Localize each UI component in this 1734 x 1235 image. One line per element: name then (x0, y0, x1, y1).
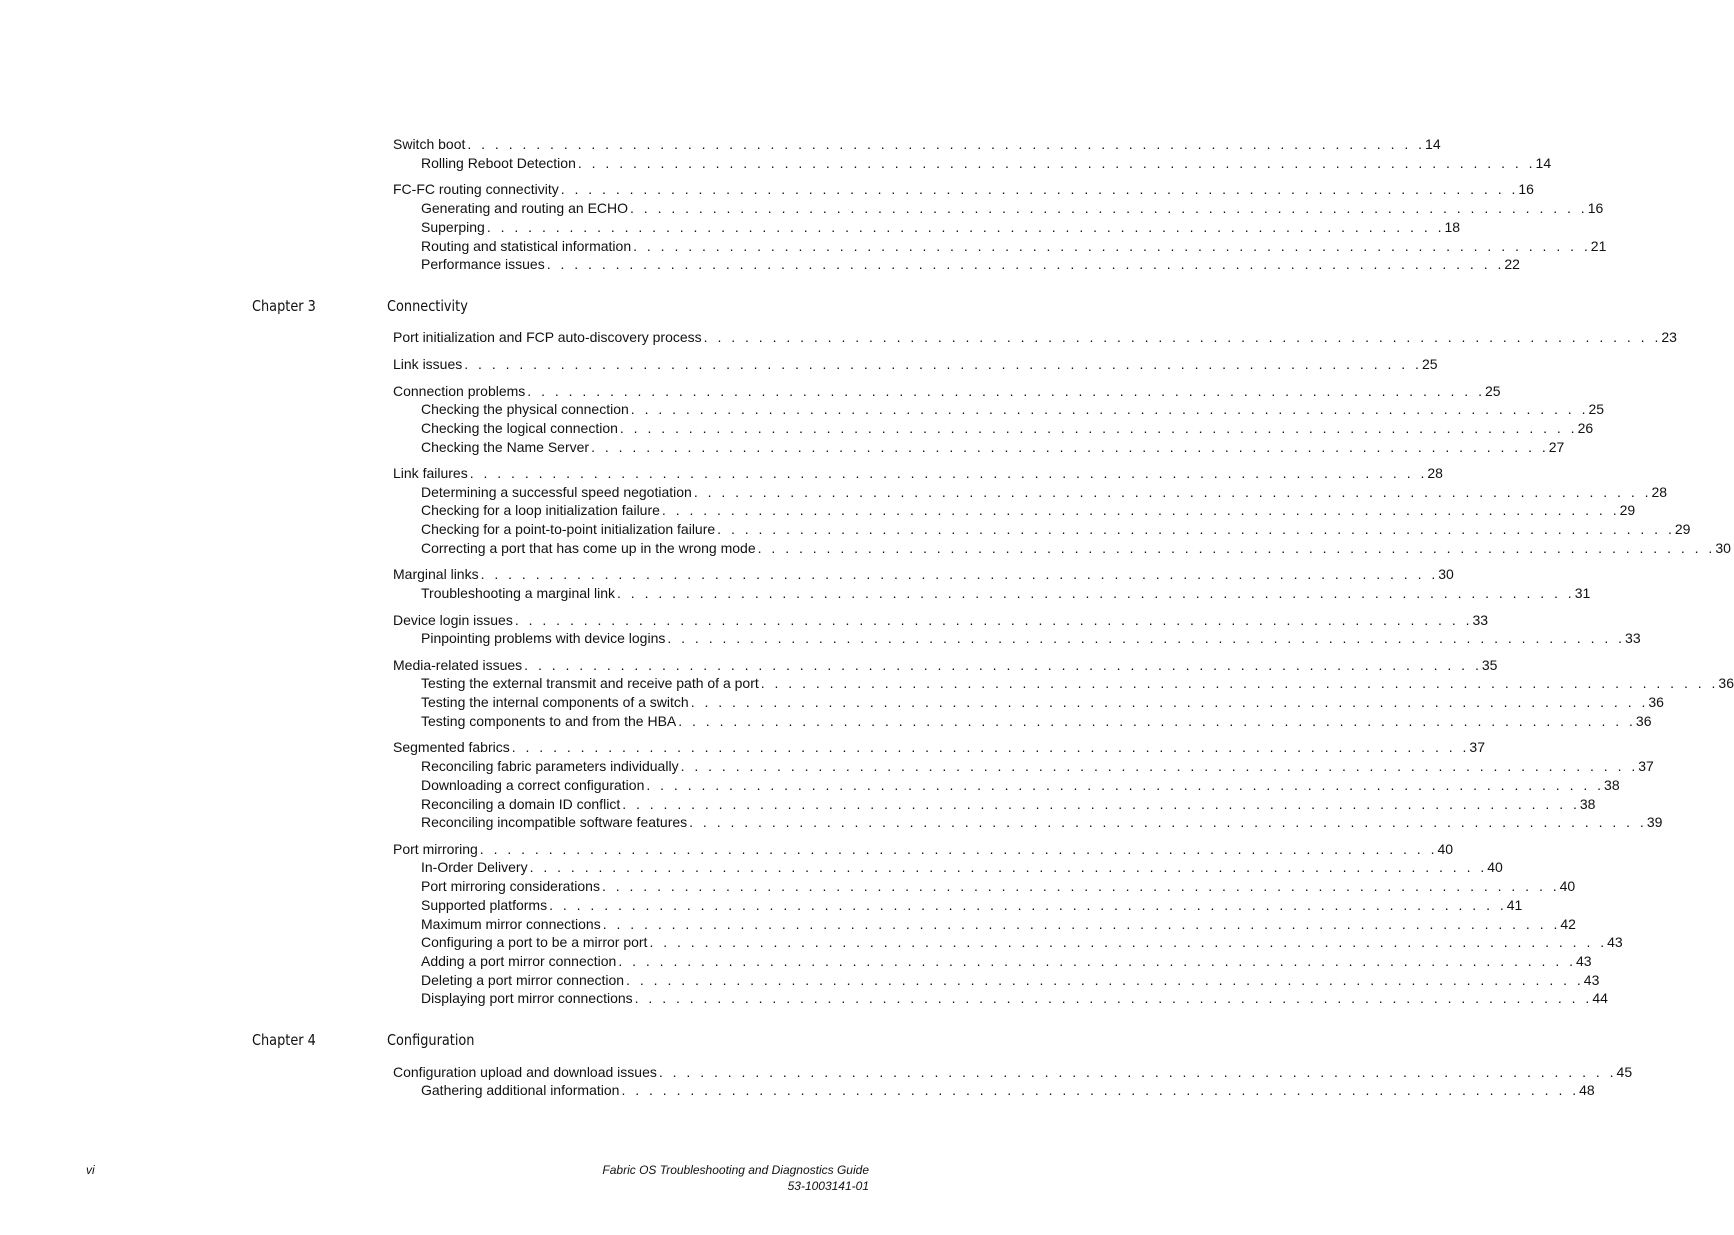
toc-leader: . . . . . . . . . . . . . . . . . . . . . . . . . . . . . . . . . . . . . . . . . . . . . . . . . . . . . . . . . . . . . . . . . . . . . . (630, 401, 1589, 417)
toc-entry[interactable] (421, 255, 1520, 274)
toc-page-number: 23 (1661, 329, 1677, 345)
toc-entry-label: Device login issues (393, 612, 513, 628)
toc-leader: . . . . . . . . . . . . . . . . . . . . . . . . . . . . . . . . . . . . . . . . . . . . . . . . . . . . . . . . . . . . . . . . . . . . . . (658, 1064, 1617, 1080)
toc-page-number: 36 (1718, 675, 1734, 691)
toc-leader: . . . . . . . . . . . . . . . . . . . . . . . . . . . . . . . . . . . . . . . . . . . . . . . . . . . . . . . . . . . . . . . . . . . . . . (602, 916, 1561, 932)
toc-page-number: 31 (1574, 585, 1591, 601)
toc-entry[interactable] (421, 419, 1594, 438)
toc-page-number: 14 (1425, 136, 1441, 152)
toc-entry-label: Adding a port mirror connection (421, 953, 617, 969)
toc-leader: . . . . . . . . . . . . . . . . . . . . . . . . . . . . . . . . . . . . . . . . . . . . . . . . . . . . . . . . . . . . . . . . . . . . . . (469, 465, 1428, 481)
toc-leader: . . . . . . . . . . . . . . . . . . . . . . . . . . . . . . . . . . . . . . . . . . . . . . . . . . . . . . . . . . . . . . . . . . . . . . (693, 484, 1652, 500)
toc-entry-label: Reconciling a domain ID conflict (421, 796, 621, 812)
toc-page-number: 42 (1560, 916, 1576, 932)
toc-leader: . . . . . . . . . . . . . . . . . . . . . . . . . . . . . . . . . . . . . . . . . . . . . . . . . . . . . . . . . . . . . . . . . . . . . . (480, 566, 1439, 582)
toc-entry-label: Correcting a port that has come up in the wrong mode (421, 540, 756, 556)
footer-guide-title: Fabric OS Troubleshooting and Diagnostics Guide (602, 1163, 869, 1177)
toc-entry-label: FC-FC routing connectivity (393, 181, 559, 197)
toc-page-number: 22 (1504, 256, 1520, 272)
toc-page-number: 36 (1635, 713, 1652, 729)
toc-entry[interactable] (421, 712, 1652, 731)
toc-entry[interactable] (421, 915, 1576, 934)
toc-entry[interactable] (421, 989, 1608, 1008)
toc-page-number: 38 (1579, 796, 1596, 812)
toc-leader: . . . . . . . . . . . . . . . . . . . . . . . . . . . . . . . . . . . . . . . . . . . . . . . . . . . . . . . . . . . . . . . . . . . . . . (560, 181, 1519, 197)
toc-entry-label: Checking the logical connection (421, 420, 618, 436)
toc-page-number: 43 (1607, 934, 1623, 950)
toc-leader: . . . . . . . . . . . . . . . . . . . . . . . . . . . . . . . . . . . . . . . . . . . . . . . . . . . . . . . . . . . . . . . . . . . . . . (467, 136, 1426, 152)
toc-leader: . . . . . . . . . . . . . . . . . . . . . . . . . . . . . . . . . . . . . . . . . . . . . . . . . . . . . . . . . . . . . . . . . . . . . . (549, 897, 1507, 913)
toc-entry-label: Marginal links (393, 566, 479, 582)
toc-entry-label: Superping (421, 219, 485, 235)
toc-entry-label: Downloading a correct configuration (421, 777, 645, 793)
toc-leader: . . . . . . . . . . . . . . . . . . . . . . . . . . . . . . . . . . . . . . . . . . . . . . . . . . . . . . . . . . . . . . . . . . . . . . (717, 521, 1675, 537)
toc-leader: . . . . . . . . . . . . . . . . . . . . . . . . . . . . . . . . . . . . . . . . . . . . . . . . . . . . . . . . . . . . . . . . . . . . . . (626, 972, 1584, 988)
toc-entry[interactable] (393, 382, 1501, 401)
toc-entry[interactable] (421, 952, 1592, 971)
chapter-title[interactable]: Connectivity (387, 297, 468, 315)
toc-entry[interactable] (393, 1063, 1633, 1082)
toc-entry-label: Troubleshooting a marginal link (421, 585, 616, 601)
chapter-label: Chapter 3 (252, 297, 316, 315)
toc-leader: . . . . . . . . . . . . . . . . . . . . . . . . . . . . . . . . . . . . . . . . . . . . . . . . . . . . . . . . . . . . . . . . . . . . . . (514, 612, 1473, 628)
toc-entry-label: Determining a successful speed negotiation (421, 484, 692, 500)
toc-entry-label: Port mirroring (393, 841, 478, 857)
toc-page-number: 26 (1577, 420, 1594, 436)
toc-entry[interactable] (393, 565, 1454, 584)
toc-entry-label: Link failures (393, 465, 468, 481)
toc-entry-label: Configuring a port to be a mirror port (421, 934, 648, 950)
toc-entry-label: Gathering additional information (421, 1082, 620, 1098)
toc-page-number: 25 (1421, 356, 1438, 372)
toc-entry-label: Configuration upload and download issues (393, 1064, 657, 1080)
toc-entry[interactable] (421, 520, 1691, 539)
toc-page-number: 38 (1604, 777, 1620, 793)
chapter-label: Chapter 4 (252, 1031, 316, 1049)
toc-page-number: 43 (1583, 972, 1600, 988)
toc-leader: . . . . . . . . . . . . . . . . . . . . . . . . . . . . . . . . . . . . . . . . . . . . . . . . . . . . . . . . . . . . . . . . . . . . . . (646, 777, 1605, 793)
chapter-title[interactable]: Configuration (387, 1031, 475, 1049)
footer-doc-number: 53-1003141-01 (787, 1179, 869, 1193)
toc-entry-label: Checking for a point-to-point initialization failure (421, 521, 716, 537)
toc-leader: . . . . . . . . . . . . . . . . . . . . . . . . . . . . . . . . . . . . . . . . . . . . . . . . . . . . . . . . . . . . . . . . . . . . . . (486, 219, 1445, 235)
toc-leader: . . . . . . . . . . . . . . . . . . . . . . . . . . . . . . . . . . . . . . . . . . . . . . . . . . . . . . . . . . . . . . . . . . . . . . (678, 713, 1636, 729)
toc-leader: . . . . . . . . . . . . . . . . . . . . . . . . . . . . . . . . . . . . . . . . . . . . . . . . . . . . . . . . . . . . . . . . . . . . . . (577, 155, 1536, 171)
toc-page-number: 14 (1535, 155, 1552, 171)
toc-leader: . . . . . . . . . . . . . . . . . . . . . . . . . . . . . . . . . . . . . . . . . . . . . . . . . . . . . . . . . . . . . . . . . . . . . . (703, 329, 1662, 345)
toc-entry-label: Maximum mirror connections (421, 916, 601, 932)
toc-entry[interactable] (421, 584, 1591, 603)
toc-leader: . . . . . . . . . . . . . . . . . . . . . . . . . . . . . . . . . . . . . . . . . . . . . . . . . . . . . . . . . . . . . . . . . . . . . . (622, 796, 1580, 812)
toc-entry-label: Port mirroring considerations (421, 878, 600, 894)
toc-entry-label: Checking the Name Server (421, 439, 590, 455)
toc-entry-label: In-Order Delivery (421, 859, 528, 875)
toc-entry[interactable] (421, 933, 1623, 952)
toc-entry[interactable] (421, 218, 1461, 237)
toc-leader: . . . . . . . . . . . . . . . . . . . . . . . . . . . . . . . . . . . . . . . . . . . . . . . . . . . . . . . . . . . . . . . . . . . . . . (667, 630, 1626, 646)
toc-entry-label: Checking for a loop initialization failure (421, 502, 660, 518)
toc-entry-label: Link issues (393, 356, 463, 372)
toc-entry[interactable] (421, 971, 1600, 990)
toc-entry[interactable] (421, 674, 1734, 693)
toc-leader: . . . . . . . . . . . . . . . . . . . . . . . . . . . . . . . . . . . . . . . . . . . . . . . . . . . . . . . . . . . . . . . . . . . . . . (661, 502, 1620, 518)
toc-page-number: 16 (1587, 200, 1604, 216)
toc-page-number: 40 (1559, 878, 1576, 894)
toc-entry[interactable] (421, 199, 1604, 218)
toc-entry[interactable] (393, 328, 1677, 347)
toc-entry[interactable] (421, 757, 1654, 776)
toc-entry-label: Segmented fabrics (393, 739, 510, 755)
toc-page-number: 40 (1437, 841, 1454, 857)
toc-entry[interactable] (393, 135, 1441, 154)
toc-page-number: 16 (1518, 181, 1534, 197)
toc-entry-label: Routing and statistical information (421, 238, 632, 254)
toc-entry[interactable] (421, 501, 1636, 520)
toc-page-number: 44 (1592, 990, 1608, 1006)
toc-leader: . . . . . . . . . . . . . . . . . . . . . . . . . . . . . . . . . . . . . . . . . . . . . . . . . . . . . . . . . . . . . . . . . . . . . . (618, 953, 1576, 969)
toc-entry-label: Testing components to and from the HBA (421, 713, 677, 729)
toc-leader: . . . . . . . . . . . . . . . . . . . . . . . . . . . . . . . . . . . . . . . . . . . . . . . . . . . . . . . . . . . . . . . . . . . . . . (511, 739, 1470, 755)
toc-page-number: 28 (1427, 465, 1443, 481)
toc-page-number: 40 (1487, 859, 1503, 875)
toc-entry-label: Performance issues (421, 256, 545, 272)
toc-leader: . . . . . . . . . . . . . . . . . . . . . . . . . . . . . . . . . . . . . . . . . . . . . . . . . . . . . . . . . . . . . . . . . . . . . . (479, 841, 1438, 857)
toc-entry[interactable] (421, 813, 1663, 832)
toc-entry[interactable] (421, 629, 1641, 648)
toc-page-number: 30 (1715, 540, 1731, 556)
toc-leader: . . . . . . . . . . . . . . . . . . . . . . . . . . . . . . . . . . . . . . . . . . . . . . . . . . . . . . . . . . . . . . . . . . . . . . (621, 1082, 1580, 1098)
toc-leader: . . . . . . . . . . . . . . . . . . . . . . . . . . . . . . . . . . . . . . . . . . . . . . . . . . . . . . . . . . . . . . . . . . . . . . (760, 675, 1719, 691)
toc-entry[interactable] (393, 355, 1438, 374)
toc-entry[interactable] (421, 693, 1664, 712)
toc-page-number: 27 (1548, 439, 1565, 455)
toc-entry[interactable] (421, 237, 1607, 256)
toc-leader: . . . . . . . . . . . . . . . . . . . . . . . . . . . . . . . . . . . . . . . . . . . . . . . . . . . . . . . . . . . . . . . . . . . . . . (690, 694, 1649, 710)
toc-entry[interactable] (421, 776, 1620, 795)
toc-entry[interactable] (421, 539, 1731, 558)
toc-entry[interactable] (421, 154, 1552, 173)
toc-entry[interactable] (421, 877, 1576, 896)
toc-page-number: 29 (1619, 502, 1636, 518)
toc-page-number: 33 (1625, 630, 1641, 646)
toc-entry[interactable] (393, 611, 1489, 630)
toc-entry-label: Media-related issues (393, 657, 523, 673)
toc-entry[interactable] (421, 1081, 1595, 1100)
footer-page-number: vi (86, 1163, 95, 1177)
toc-entry-label: Reconciling fabric parameters individually (421, 758, 679, 774)
toc-entry[interactable] (421, 795, 1596, 814)
toc-page-number: 39 (1646, 814, 1663, 830)
toc-leader: . . . . . . . . . . . . . . . . . . . . . . . . . . . . . . . . . . . . . . . . . . . . . . . . . . . . . . . . . . . . . . . . . . . . . . (524, 657, 1482, 673)
toc-entry-label: Pinpointing problems with device logins (421, 630, 666, 646)
toc-entry-label: Reconciling incompatible software features (421, 814, 688, 830)
toc-entry[interactable] (421, 858, 1503, 877)
toc-page-number: 30 (1438, 566, 1454, 582)
toc-leader: . . . . . . . . . . . . . . . . . . . . . . . . . . . . . . . . . . . . . . . . . . . . . . . . . . . . . . . . . . . . . . . . . . . . . . (529, 859, 1488, 875)
toc-leader: . . . . . . . . . . . . . . . . . . . . . . . . . . . . . . . . . . . . . . . . . . . . . . . . . . . . . . . . . . . . . . . . . . . . . . (680, 758, 1639, 774)
toc-leader: . . . . . . . . . . . . . . . . . . . . . . . . . . . . . . . . . . . . . . . . . . . . . . . . . . . . . . . . . . . . . . . . . . . . . . (591, 439, 1549, 455)
toc-entry-label: Rolling Reboot Detection (421, 155, 576, 171)
toc-leader: . . . . . . . . . . . . . . . . . . . . . . . . . . . . . . . . . . . . . . . . . . . . . . . . . . . . . . . . . . . . . . . . . . . . . . (634, 990, 1593, 1006)
toc-leader: . . . . . . . . . . . . . . . . . . . . . . . . . . . . . . . . . . . . . . . . . . . . . . . . . . . . . . . . . . . . . . . . . . . . . . (617, 585, 1575, 601)
toc-entry-label: Switch boot (393, 136, 466, 152)
toc-entry-label: Deleting a port mirror connection (421, 972, 625, 988)
toc-page-number: 45 (1616, 1064, 1633, 1080)
toc-page-number: 35 (1481, 657, 1498, 673)
toc-entry[interactable] (393, 464, 1443, 483)
toc-entry-label: Testing the external transmit and receive path of a port (421, 675, 759, 691)
toc-leader: . . . . . . . . . . . . . . . . . . . . . . . . . . . . . . . . . . . . . . . . . . . . . . . . . . . . . . . . . . . . . . . . . . . . . . (546, 256, 1505, 272)
toc-leader: . . . . . . . . . . . . . . . . . . . . . . . . . . . . . . . . . . . . . . . . . . . . . . . . . . . . . . . . . . . . . . . . . . . . . . (630, 200, 1588, 216)
toc-page-number: 29 (1674, 521, 1691, 537)
toc-page-number: 37 (1469, 739, 1485, 755)
toc-entry-label: Displaying port mirror connections (421, 990, 633, 1006)
toc-entry-label: Testing the internal components of a switch (421, 694, 689, 710)
toc-page-number: 28 (1651, 484, 1668, 500)
toc-page-number: 25 (1484, 383, 1501, 399)
toc-page-number: 21 (1590, 238, 1607, 254)
toc-entry[interactable] (393, 738, 1485, 757)
toc-entry-label: Checking the physical connection (421, 401, 629, 417)
toc-page-number: 33 (1472, 612, 1489, 628)
toc-leader: . . . . . . . . . . . . . . . . . . . . . . . . . . . . . . . . . . . . . . . . . . . . . . . . . . . . . . . . . . . . . . . . . . . . . . (619, 420, 1578, 436)
toc-leader: . . . . . . . . . . . . . . . . . . . . . . . . . . . . . . . . . . . . . . . . . . . . . . . . . . . . . . . . . . . . . . . . . . . . . . (601, 878, 1560, 894)
toc-page-number: 48 (1579, 1082, 1595, 1098)
toc-leader: . . . . . . . . . . . . . . . . . . . . . . . . . . . . . . . . . . . . . . . . . . . . . . . . . . . . . . . . . . . . . . . . . . . . . . (527, 383, 1485, 399)
toc-entry[interactable] (421, 438, 1565, 457)
toc-page-number: 37 (1638, 758, 1654, 774)
toc-entry[interactable] (393, 180, 1534, 199)
toc-leader: . . . . . . . . . . . . . . . . . . . . . . . . . . . . . . . . . . . . . . . . . . . . . . . . . . . . . . . . . . . . . . . . . . . . . . (757, 540, 1716, 556)
toc-entry-label: Supported platforms (421, 897, 548, 913)
toc-leader: . . . . . . . . . . . . . . . . . . . . . . . . . . . . . . . . . . . . . . . . . . . . . . . . . . . . . . . . . . . . . . . . . . . . . . (633, 238, 1591, 254)
toc-page-number: 25 (1588, 401, 1605, 417)
toc-entry-label: Connection problems (393, 383, 526, 399)
toc-page-number: 41 (1506, 897, 1523, 913)
toc-entry-label: Port initialization and FCP auto-discovery process (393, 329, 702, 345)
toc-entry[interactable] (393, 656, 1498, 675)
toc-leader: . . . . . . . . . . . . . . . . . . . . . . . . . . . . . . . . . . . . . . . . . . . . . . . . . . . . . . . . . . . . . . . . . . . . . . (649, 934, 1608, 950)
toc-entry[interactable] (393, 840, 1454, 859)
toc-leader: . . . . . . . . . . . . . . . . . . . . . . . . . . . . . . . . . . . . . . . . . . . . . . . . . . . . . . . . . . . . . . . . . . . . . . (464, 356, 1422, 372)
toc-page-number: 18 (1444, 219, 1461, 235)
toc-entry[interactable] (421, 400, 1605, 419)
toc-page-number: 36 (1648, 694, 1664, 710)
toc-entry[interactable] (421, 896, 1523, 915)
toc-entry-label: Generating and routing an ECHO (421, 200, 629, 216)
toc-entry[interactable] (421, 483, 1668, 502)
toc-leader: . . . . . . . . . . . . . . . . . . . . . . . . . . . . . . . . . . . . . . . . . . . . . . . . . . . . . . . . . . . . . . . . . . . . . . (689, 814, 1647, 830)
toc-page-number: 43 (1576, 953, 1592, 969)
